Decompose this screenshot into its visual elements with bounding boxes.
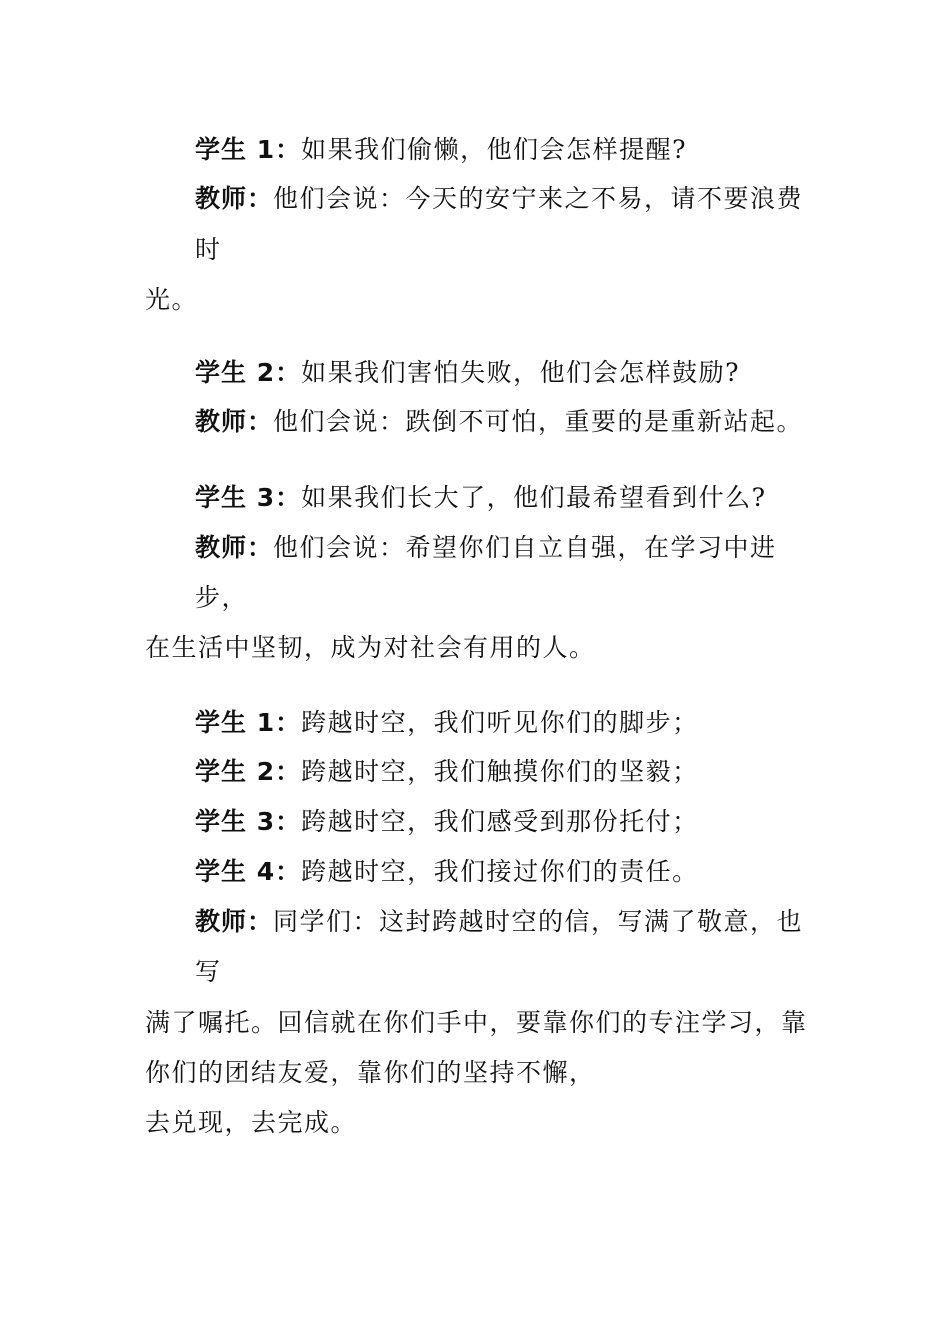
dialogue-text: 在生活中坚韧，成为对社会有用的人。 <box>145 633 596 662</box>
speaker-label: 教师： <box>195 907 274 936</box>
speaker-label: 教师： <box>195 533 274 562</box>
dialogue-text: 他们会说：希望你们自立自强，在学习中进 <box>273 533 777 562</box>
dialogue-text: 满了嘱托。回信就在你们手中，要靠你们的专注学习，靠 <box>145 1008 808 1037</box>
dialogue-line <box>195 182 803 216</box>
dialogue-line <box>195 405 803 439</box>
speaker-label: 学生 1： <box>195 708 302 737</box>
speaker-label: 学生 2： <box>195 757 302 786</box>
dialogue-text: 他们会说：跌倒不可怕，重要的是重新站起。 <box>273 407 804 436</box>
dialogue-continuation <box>195 233 222 267</box>
dialogue-line <box>195 356 740 390</box>
dialogue-continuation <box>145 1006 808 1040</box>
dialogue-line <box>195 706 699 740</box>
speaker-label: 学生 3： <box>195 483 302 512</box>
speaker-label: 教师： <box>195 184 274 213</box>
dialogue-text: 去兑现，去完成。 <box>145 1108 358 1137</box>
dialogue-line <box>195 755 699 789</box>
dialogue-text: 如果我们长大了，他们最希望看到什么? <box>301 483 767 512</box>
dialogue-line <box>195 133 687 167</box>
dialogue-continuation <box>195 955 222 989</box>
dialogue-line <box>195 805 699 839</box>
dialogue-text: 他们会说：今天的安宁来之不易，请不要浪费 <box>273 184 804 213</box>
dialogue-continuation <box>145 1056 596 1090</box>
dialogue-continuation <box>145 283 198 317</box>
dialogue-text: 如果我们害怕失败，他们会怎样鼓励? <box>301 358 741 387</box>
dialogue-text: 你们的团结友爱，靠你们的坚持不懈， <box>145 1058 596 1087</box>
dialogue-line <box>195 905 803 939</box>
dialogue-text: 跨越时空，我们感受到那份托付； <box>301 807 699 836</box>
speaker-label: 学生 3： <box>195 807 302 836</box>
dialogue-text: 如果我们偷懒，他们会怎样提醒? <box>301 135 688 164</box>
dialogue-line <box>195 481 767 515</box>
dialogue-text: 时 <box>195 235 222 264</box>
dialogue-text: 跨越时空，我们触摸你们的坚毅； <box>301 757 699 786</box>
dialogue-line <box>195 855 699 889</box>
dialogue-text: 光。 <box>145 285 199 314</box>
dialogue-line <box>195 531 777 565</box>
dialogue-text: 步， <box>195 583 249 612</box>
dialogue-text: 跨越时空，我们听见你们的脚步； <box>301 708 699 737</box>
dialogue-text: 写 <box>195 957 222 986</box>
dialogue-continuation <box>145 631 596 665</box>
speaker-label: 学生 1： <box>195 135 302 164</box>
dialogue-continuation <box>145 1106 357 1140</box>
dialogue-text: 同学们：这封跨越时空的信，写满了敬意，也 <box>273 907 804 936</box>
dialogue-continuation <box>195 581 248 615</box>
speaker-label: 学生 2： <box>195 358 302 387</box>
speaker-label: 学生 4： <box>195 857 302 886</box>
speaker-label: 教师： <box>195 407 274 436</box>
dialogue-text: 跨越时空，我们接过你们的责任。 <box>301 857 699 886</box>
